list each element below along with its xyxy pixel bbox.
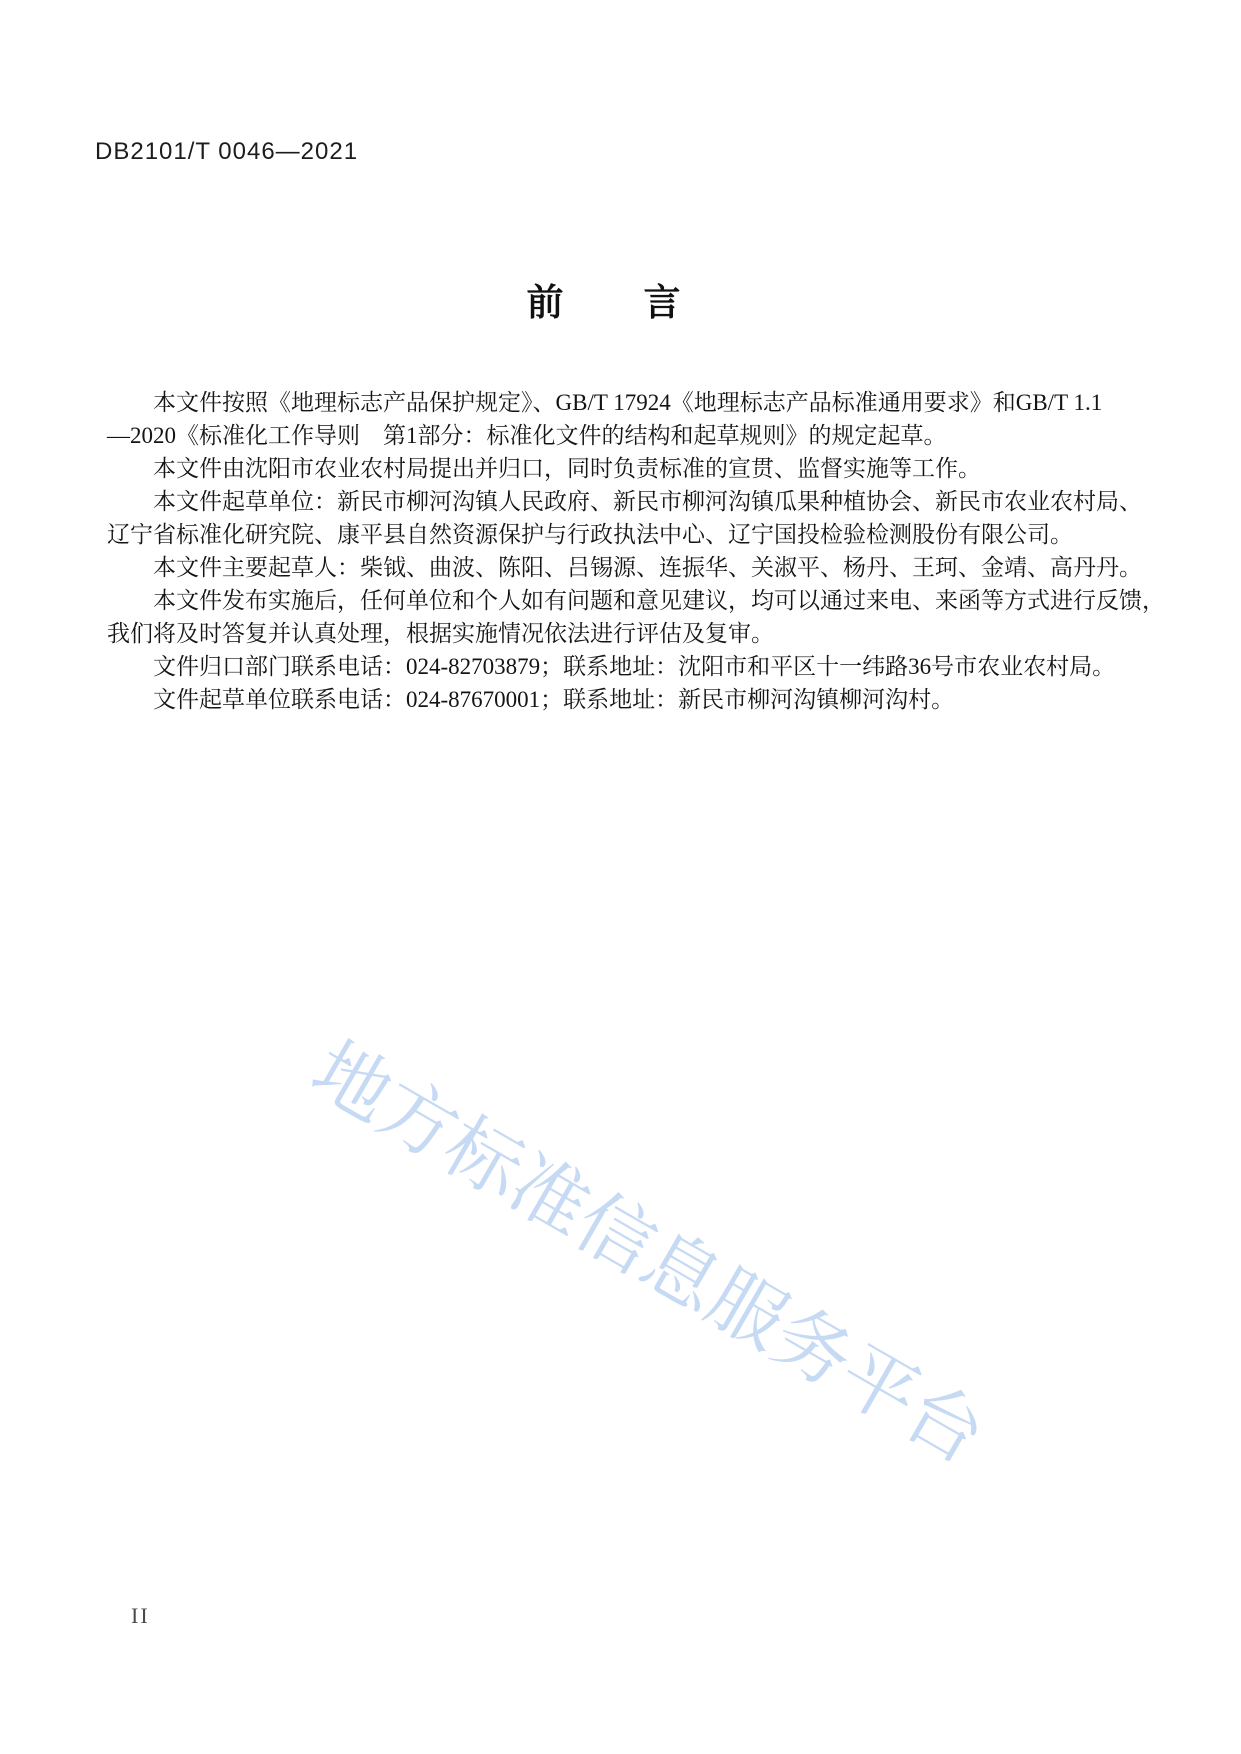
body-line: 本文件由沈阳市农业农村局提出并归口，同时负责标准的宣贯、监督实施等工作。 [153, 456, 981, 481]
body-line: —2020《标准化工作导则 第1部分：标准化文件的结构和起草规则》的规定起草。 [107, 423, 947, 448]
body-line: 本文件主要起草人：柴钺、曲波、陈阳、吕锡源、连振华、关淑平、杨丹、王珂、金靖、高丹丹。 [153, 555, 1142, 580]
body-line: 本文件按照《地理标志产品保护规定》、GB/T 17924《地理标志产品标准通用要求》和GB/T 1.1 [153, 390, 1103, 415]
body-line: 我们将及时答复并认真处理，根据实施情况依法进行评估及复审。 [107, 621, 774, 646]
page-title: 前 言 [526, 282, 683, 323]
page-number: II [131, 1603, 150, 1628]
body-line: 本文件发布实施后，任何单位和个人如有问题和意见建议，均可以通过来电、来函等方式进行反馈， [153, 588, 1165, 613]
body-line: 辽宁省标准化研究院、康平县自然资源保护与行政执法中心、辽宁国投检验检测股份有限公司。 [107, 522, 1073, 547]
foreword-body [107, 386, 1167, 716]
doc-code: DB2101/T 0046—2021 [95, 138, 359, 165]
body-line: 本文件起草单位：新民市柳河沟镇人民政府、新民市柳河沟镇瓜果种植协会、新民市农业农村局、 [153, 489, 1142, 514]
body-line: 文件起草单位联系电话：024-87670001；联系地址：新民市柳河沟镇柳河沟村。 [153, 687, 955, 712]
body-line: 文件归口部门联系电话：024-82703879；联系地址：沈阳市和平区十一纬路36号市农业农村局。 [153, 654, 1116, 679]
watermark: 地方标准信息服务平台 [298, 1027, 999, 1481]
